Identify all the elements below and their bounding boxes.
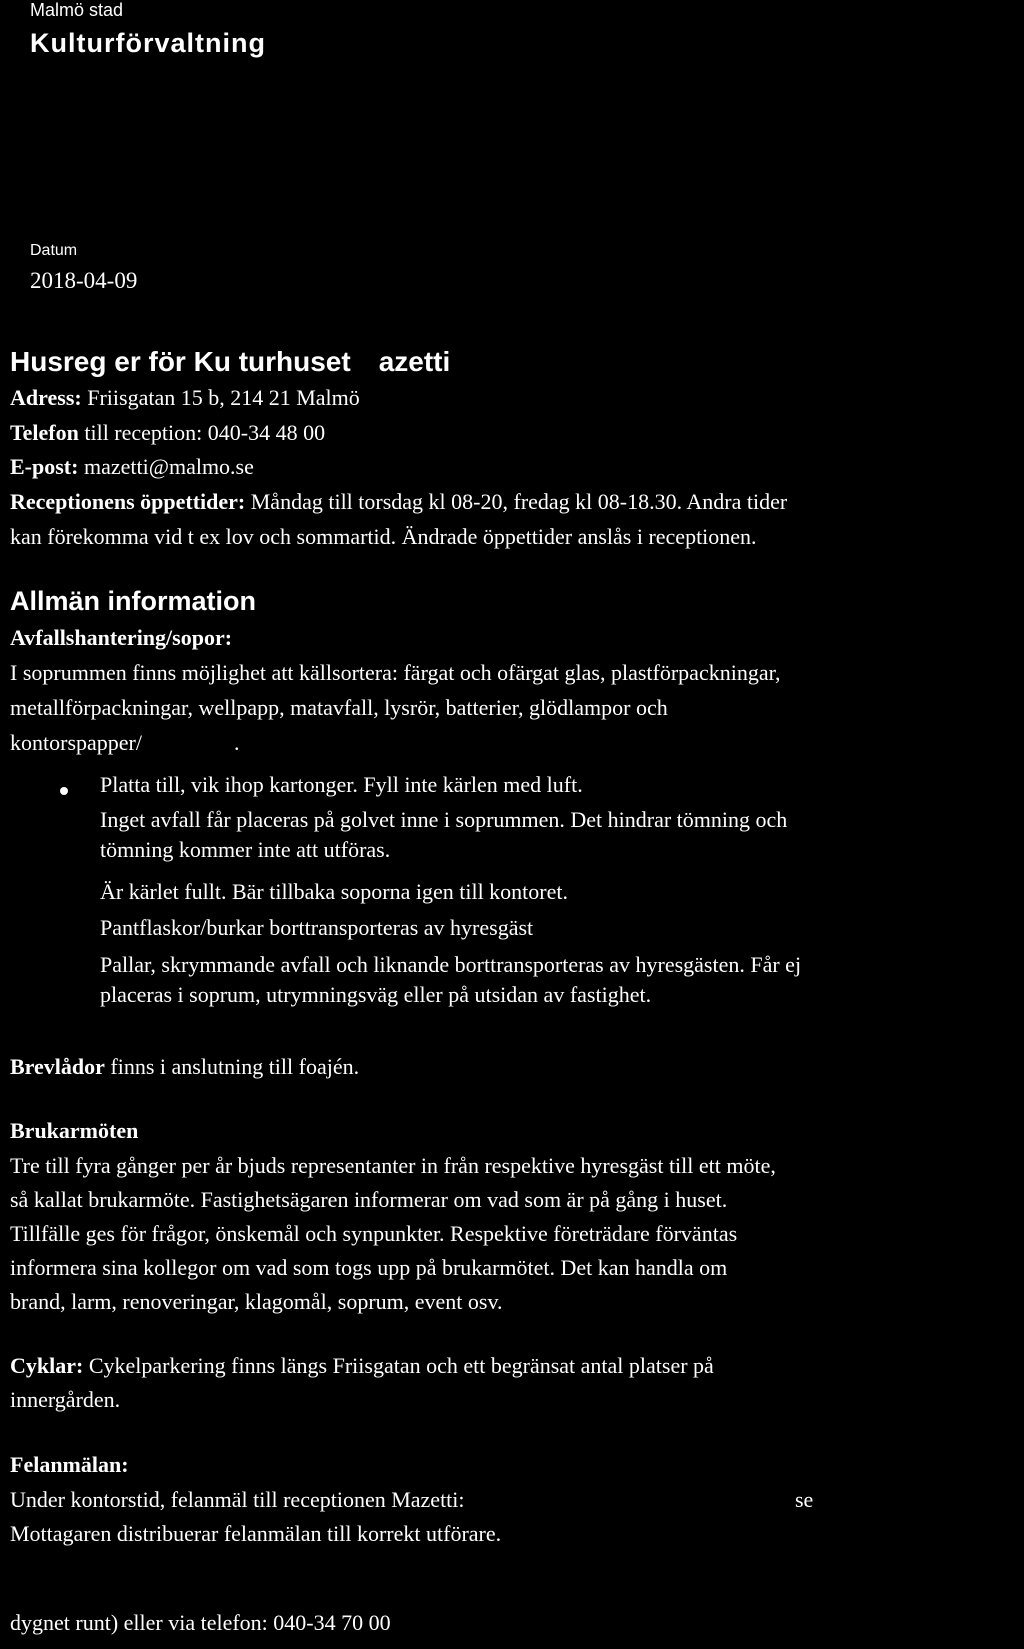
waste-rule-3: Är kärlet fullt. Bär tillbaka soporna igen till kontoret. [100, 879, 568, 904]
after-hours-line: dygnet runt) eller via telefon: 040-34 70 00 [10, 1610, 391, 1635]
user-meetings-line-2: så kallat brukarmöte. Fastighetsägaren informerar om vad som är på gång i huset. [10, 1187, 728, 1212]
waste-rule-5b: placeras i soprum, utrymningsväg eller på utsidan av fastighet. [100, 982, 652, 1007]
user-meetings-label: Brukarmöten [10, 1118, 139, 1143]
organization-name: Malmö stad [30, 0, 124, 20]
fault-report-label: Felanmälan: [10, 1452, 129, 1477]
user-meetings-line-4: informera sina kollegor om vad som togs upp på brukarmötet. Det kan handla om [10, 1255, 728, 1280]
fault-report-line-1: Under kontorstid, felanmäl till receptionen Mazetti: [10, 1487, 465, 1512]
user-meetings-line-1: Tre till fyra gånger per år bjuds representanter in från respektive hyresgäst till ett möte, [10, 1153, 776, 1178]
waste-line-2: metallförpackningar, wellpapp, matavfall, lysrör, batterier, glödlampor och [10, 695, 668, 720]
waste-line-3 [10, 729, 239, 756]
fault-report-line-2: Mottagaren distribuerar felanmälan till korrekt utförare. [10, 1521, 502, 1546]
opening-hours-value: Måndag till torsdag kl 08-20, fredag kl 08-18.30. Andra tider [245, 489, 788, 514]
waste-rule-2a: Inget avfall får placeras på golvet inne i soprummen. Det hindrar tömning och [100, 807, 788, 832]
waste-line-1: I soprummen finns möjlighet att källsortera: färgat och ofärgat glas, plastförpackningar, [10, 660, 781, 685]
title-part-1: Husreg er för Ku turhuset [10, 346, 351, 377]
waste-rule-5a: Pallar, skrymmande avfall och liknande borttransporteras av hyresgästen. Får ej [100, 952, 802, 977]
bikes-text: Cykelparkering finns längs Friisgatan och ett begränsat antal platser på [83, 1353, 714, 1378]
waste-line-3-text: kontorspapper/ [10, 730, 142, 755]
bikes-line-1 [10, 1352, 714, 1379]
waste-label: Avfallshantering/sopor: [10, 625, 233, 650]
department-name: Kulturförvaltning [30, 28, 266, 58]
bikes-label: Cyklar: [10, 1353, 84, 1378]
address-line [10, 384, 360, 411]
date-label: Datum [30, 242, 78, 259]
user-meetings-line-3: Tillfälle ges för frågor, önskemål och synpunkter. Respektive företrädare förväntas [10, 1221, 738, 1246]
waste-rule-1: Platta till, vik ihop kartonger. Fyll inte kärlen med luft. [100, 772, 583, 797]
waste-rule-2b: tömning kommer inte att utföras. [100, 837, 391, 862]
waste-line-3-end: . [233, 730, 240, 755]
general-info-heading: Allmän information [10, 586, 257, 616]
address-value: Friisgatan 15 b, 214 21 Malmö [81, 385, 360, 410]
mailbox-text: finns i anslutning till foajén. [104, 1054, 360, 1079]
email-value: mazetti@malmo.se [78, 454, 254, 479]
phone-value: till reception: 040-34 48 00 [78, 420, 326, 445]
address-label: Adress: [10, 385, 82, 410]
opening-hours-continuation: kan förekomma vid t ex lov och sommartid. Ändrade öppettider anslås i receptionen. [10, 524, 757, 549]
bikes-line-2: innergården. [10, 1387, 121, 1412]
mailbox-line [10, 1053, 359, 1080]
document-title [10, 346, 450, 378]
bullet-icon [60, 787, 68, 795]
opening-hours-label: Receptionens öppettider: [10, 489, 246, 514]
fault-report-line-1-end: se [795, 1487, 814, 1512]
user-meetings-line-5: brand, larm, renoveringar, klagomål, soprum, event osv. [10, 1289, 503, 1314]
title-part-2: azetti [378, 346, 451, 377]
waste-rule-4: Pantflaskor/burkar borttransporteras av hyresgäst [100, 915, 534, 940]
email-label: E-post: [10, 454, 79, 479]
date-value: 2018-04-09 [30, 268, 138, 293]
phone-label: Telefon [10, 420, 79, 445]
email-line [10, 453, 254, 480]
phone-line [10, 419, 325, 446]
mailbox-label: Brevlådor [10, 1054, 105, 1079]
opening-hours-line [10, 488, 787, 515]
